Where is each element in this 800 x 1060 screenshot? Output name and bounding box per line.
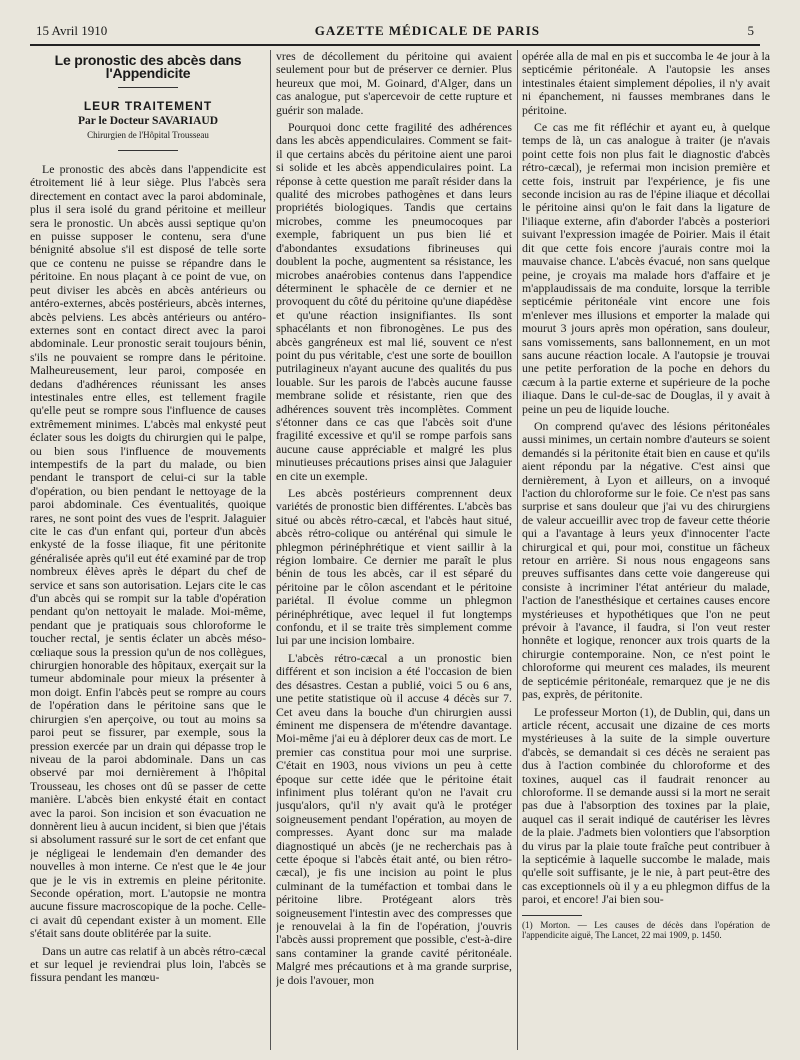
page-number: 5: [747, 23, 754, 38]
paragraph: Le professeur Morton (1), de Dublin, qui, dans un article récent, accusait une dizaine de ces morts mystérieuses à la suite de la simple ouverture d'abcès, se demandait si ces décès ne seraient pas dus à l'action combinée du chloroforme et des toxines, auquel cas il faudrait renoncer au chloroforme. Il se demande aussi si la mort ne serait pas due à l'absorption des toxines par la plaie, auquel cas il serait indiqué de cautériser les lèvres de la plaie. J'admets bien volontiers que l'absorption du virus par la plaie toute fraîche peut contribuer à la septicémie à laquelle succombe le malade, mais qu'elle soit suffisante, je le nie, à part peut-être des cas exceptionnels où il y a eu phlegmon diffus de la paroi, et encore! J'ai bien sou-: [522, 704, 770, 907]
column-2: [276, 50, 512, 1050]
article-subtitle: LEUR TRAITEMENT: [83, 98, 213, 113]
column-1: [30, 50, 266, 1050]
journal-title: GAZETTE MÉDICALE DE PARIS: [314, 23, 540, 38]
paragraph: opérée alla de mal en pis et succomba le 4e jour à la septicémie péritonéale. A l'autopsie les anses intestinales étaient simplement dépolies, il n'y avait ni épanchement, ni fausses membranes dans le péritoine.: [522, 50, 770, 117]
footnote-rule: [522, 915, 582, 916]
article-author: Par le Docteur SAVARIAUD: [77, 115, 219, 128]
article-columns: [30, 50, 770, 1050]
page-header: [36, 20, 754, 42]
paragraph: Ce cas me fit réfléchir et ayant eu, à quelque temps de là, un cas analogue à traiter (je n'avais point cette fois non plus fait le diagnostic d'abcès rétro-cæcal), je refermai mon incision première et cette fois, instruit par l'expérience, je fis une seconde incision au ras de l'épine iliaque et décollai le péritoine ainsi qu'on le fait dans la ligature de l'iliaque externe, afin d'aborder l'abcès a posteriori suivant l'expression imagée de Poirier. Mais il était dit que cette fois encore j'aurais contre moi la mauvaise chance. L'abcès évacué, non sans quelque peine, je croyais ma malade hors d'affaire et je m'applaudissais de ma conduite, lorsque la terrible septicémie péritonéale vint encore une fois m'enlever mes illusions et emporter la malade qui mourut 3 jours après mon opération, sans douleur, sans vomissements, sans ballonnement, en un mot sans aucune réaction locale. A l'autopsie je trouvai une petite perforation de la poche en dehors du cæcum à la partie externe et supérieure de la poche iliaque. Dans le cul-de-sac de Douglas, il y avait à peine un peu de liquide louche.: [522, 120, 770, 416]
header-rule: [30, 44, 760, 46]
article-title: Le pronostic des abcès dans l'Appendicite: [54, 52, 242, 82]
paragraph: Pourquoi donc cette fragilité des adhérences dans les abcès appendiculaires. Comment se fait-il que certains abcès du péritoine aient une paroi si solide et les abcès appendiculaires point. La réponse à cette question me paraît résider dans la qualité des microbes pathogènes et dans leurs propriétés biologiques. Tandis que certains microbes, comme les pneumocoques par exemple, fabriquent un pus bien lié et d'abondantes exsudations fibrineuses qui doublent la poche, augmentent sa résistance, les microbes anaérobies contenus dans l'appendice déterminent le sphacèle de ce dernier et ne provoquent du côté du péritoine qu'une diapédèse et qu'une réaction insignifiantes. Ils sont sphacélants et non fibronogènes. Le pus des abcès gangréneux est mal lié, souvent ce n'est point du pus véritable, c'est une sorte de bouillon putrilagineux n'ayant aucune des qualités du pus louable. Sur les parois de l'abcès aucune fausse membrane solide et résistante, rien que des adhérences souvent très incomplètes. Comment s'étonner dans ce cas que l'abcès soit d'une fragilité excessive et qu'il se rompe parfois sans aucune cause appréciable et malgré les plus minutieuses précautions prises ainsi que Jalaguier en cite un exemple.: [276, 120, 512, 483]
byline-rule: [118, 150, 178, 151]
footnote: (1) Morton. — Les causes de décès dans l'opération de l'appendicite aiguë, The Lancet, 22 mai 1909, p. 1450.: [522, 919, 770, 941]
paragraph: vres de décollement du péritoine qui avaient seulement pour but de préserver ce dernier. Plus heureux que moi, M. Goinard, d'Alger, dans un cas analogue, put s'apercevoir de cette rupture et guérir son malade.: [276, 50, 512, 117]
title-rule: [118, 87, 178, 88]
paragraph: On comprend qu'avec des lésions péritonéales aussi minimes, un certain nombre d'auteurs se soient demandés si la péritonite était bien en cause et qu'ils aient répondu par la négative. C'est ainsi que dernièrement, à Lyon et ailleurs, on a invoqué l'action du chloroforme sur le foie. Ce n'est pas sans surprise et sans douleur que j'ai vu des chirurgiens de valeur accueillir avec trop de faveur cette théorie qui a l'avantage à leurs yeux d'innocenter l'acte chirurgical et qui, pour moi, constitue un fâcheux retour en arrière. Si nous nous engageons sans preuves suffisantes dans cette voie dangereuse qui consiste à incriminer l'état antérieur du malade, l'action de l'anesthésique et certaines causes encore mystérieuses et hypothétiques que l'on ne peut prévoir à l'avance, il faudra, si l'on veut rester honnête et logique, renoncer aux trois quarts de la chirurgie contemporaine. Non, ce n'est point le chloroforme qui meurent ces malades, ils meurent de septicémie péritonéale, remarquez que je ne dis pas, exprès, de péritonite.: [522, 418, 770, 702]
column-divider: [517, 50, 518, 1050]
paragraph: Dans un autre cas relatif à un abcès rétro-cæcal et sur lequel je reviendrai plus loin, l'abcès se fissura pendant les manœu-: [30, 943, 266, 985]
issue-date: 15 Avril 1910: [36, 23, 108, 38]
paragraph: Les abcès postérieurs comprennent deux variétés de pronostic bien différentes. L'abcès bas situé ou abcès rétro-cæcal, et l'abcès haut situé, abcès rétro-colique ou antérénal qui simule le phlegmon périnéphrétique et vient saillir à la région lombaire. Ce dernier me paraît le plus bénin de tous les abcès, car il est séparé du péritoine par le côlon ascendant et le péritoine pariétal. Il évolue comme un phlegmon périnéphrétique, avec lequel il fut longtemps confondu, et il se traite très simplement comme lui par une incision lombaire.: [276, 486, 512, 648]
column-divider: [270, 50, 271, 1050]
column-3: [522, 50, 770, 1050]
paragraph: L'abcès rétro-cæcal a un pronostic bien différent et son incision a été l'occasion de bien des désastres. Cestan a publié, voici 5 ou 6 ans, une petite statistique où il accuse 4 décès sur 7. Cet aveu dans la bouche d'un chirurgien aussi éminent me dispensera de m'étendre davantage. Moi-même j'ai eu à déplorer deux cas de mort. Le premier cas constitua pour moi une surprise. C'était en 1903, nous vivions un peu à cette époque sur cette idée que le péritoine était infiniment plus tolérant qu'on ne l'avait cru jusqu'alors, qu'il n'y avait qu'à le protéger soigneusement pendant l'opération, au moyen de compresses. Ayant donc sur ma malade diagnostiqué un abcès (je ne recherchais pas à cette époque si l'abcès était anté, ou bien rétro-cæcal), je fis une incision au point le plus culminant de la tuméfaction et tombai dans le péritoine libre. Protégeant alors très soigneusement l'intestin avec des compresses que je renouvelai à la fin de l'opération, j'ouvris l'abcès aussi proprement que possible, c'est-à-dire sans contaminer la grande cavité péritonéale. Malgré mes précautions et à ma grande surprise, je dois l'avouer, mon: [276, 650, 512, 987]
author-affiliation: Chirurgien de l'Hôpital Trousseau: [87, 129, 209, 140]
paragraph: Le pronostic des abcès dans l'appendicite est étroitement lié à leur siège. Plus l'abcès sera directement en contact avec la paroi abdominale, plus il sera isolé du grand péritoine et meilleur sera le pronostic. Un abcès aussi septique qu'on en puisse supposer le contenu, sera d'une bénignité absolue s'il est disposé de telle sorte que ce contenu ne puisse se répandre dans le péritoine. En nous plaçant à ce point de vue, on peut diviser les abcès en abcès antérieurs ou antéro-externes, abcès postérieurs, abcès internes, abcès pelviens. Les abcès antérieurs ou antéro-externes sont en contact direct avec la paroi abdominale. Leur pronostic serait toujours bénin, s'ils ne pouvaient se rompre dans le péritoine. Malheureusement, leur paroi, composée en dedans d'adhérences réunissant les anses intestinales entre elles, est tellement fragile qu'elle peut se rompre sous l'influence de causes extrêmement minimes. L'abcès mal enkysté peut éclater sous les doigts du chirurgien qui le palpe, ou bien sous l'influence de mouvements intempestifs de la part du malade, ou bien pendant le transport de celui-ci sur la table d'opération, ou bien pendant le nettoyage de la paroi abdominale. Ces éventualités, quoique rares, ne sont point des vues de l'esprit. Jalaguier cite le cas d'un enfant qui, porteur d'un abcès enkysté de la fosse iliaque, fit une péritonite généralisée après qu'il eut été examiné par de trop nombreux élèves après le départ du chef de service et sans son autorisation. Lejars cite le cas d'un abcès qui se rompit sur la table d'opération pendant qu'on nettoyait le malade. Moi-même, pendant que je pratiquais sous chloroforme le toucher rectal, je sentis éclater un abcès méso-cœliaque sous la pression qu'un de nos collègues, chirurgien honorable des hôpitaux, exerçait sur la tumeur abdominale pour mieux la présenter à mon doigt. Enfin l'abcès peut se rompre au cours de l'opération dans le péritoine sans que le chirurgien s'en aperçoive, ou tout au moins sa paroi peut se fissurer, par exemple, sous la pression exercée par un drain qui dépasse trop le niveau de la paroi abdominale. Dans un cas observé par moi dernièrement à l'hôpital Trousseau, les choses ont dû se passer de cette manière. L'abcès bien enkysté était en contact avec la paroi. Son incision et son évacuation ne donnèrent lieu à aucun incident, si bien que j'étais si absolument rassuré sur le sort de cet enfant que je négligeai le lendemain d'en demander des nouvelles à mon interne. Ce n'est que le 4e jour que je le vis in extremis en pleine péritonite. Seconde opération, mort. L'autopsie ne montra aucune fissure macroscopique de la poche. Celle-ci avait dû cependant exister à un moment. Elle s'était sans doute oblitérée par la suite.: [30, 162, 266, 941]
